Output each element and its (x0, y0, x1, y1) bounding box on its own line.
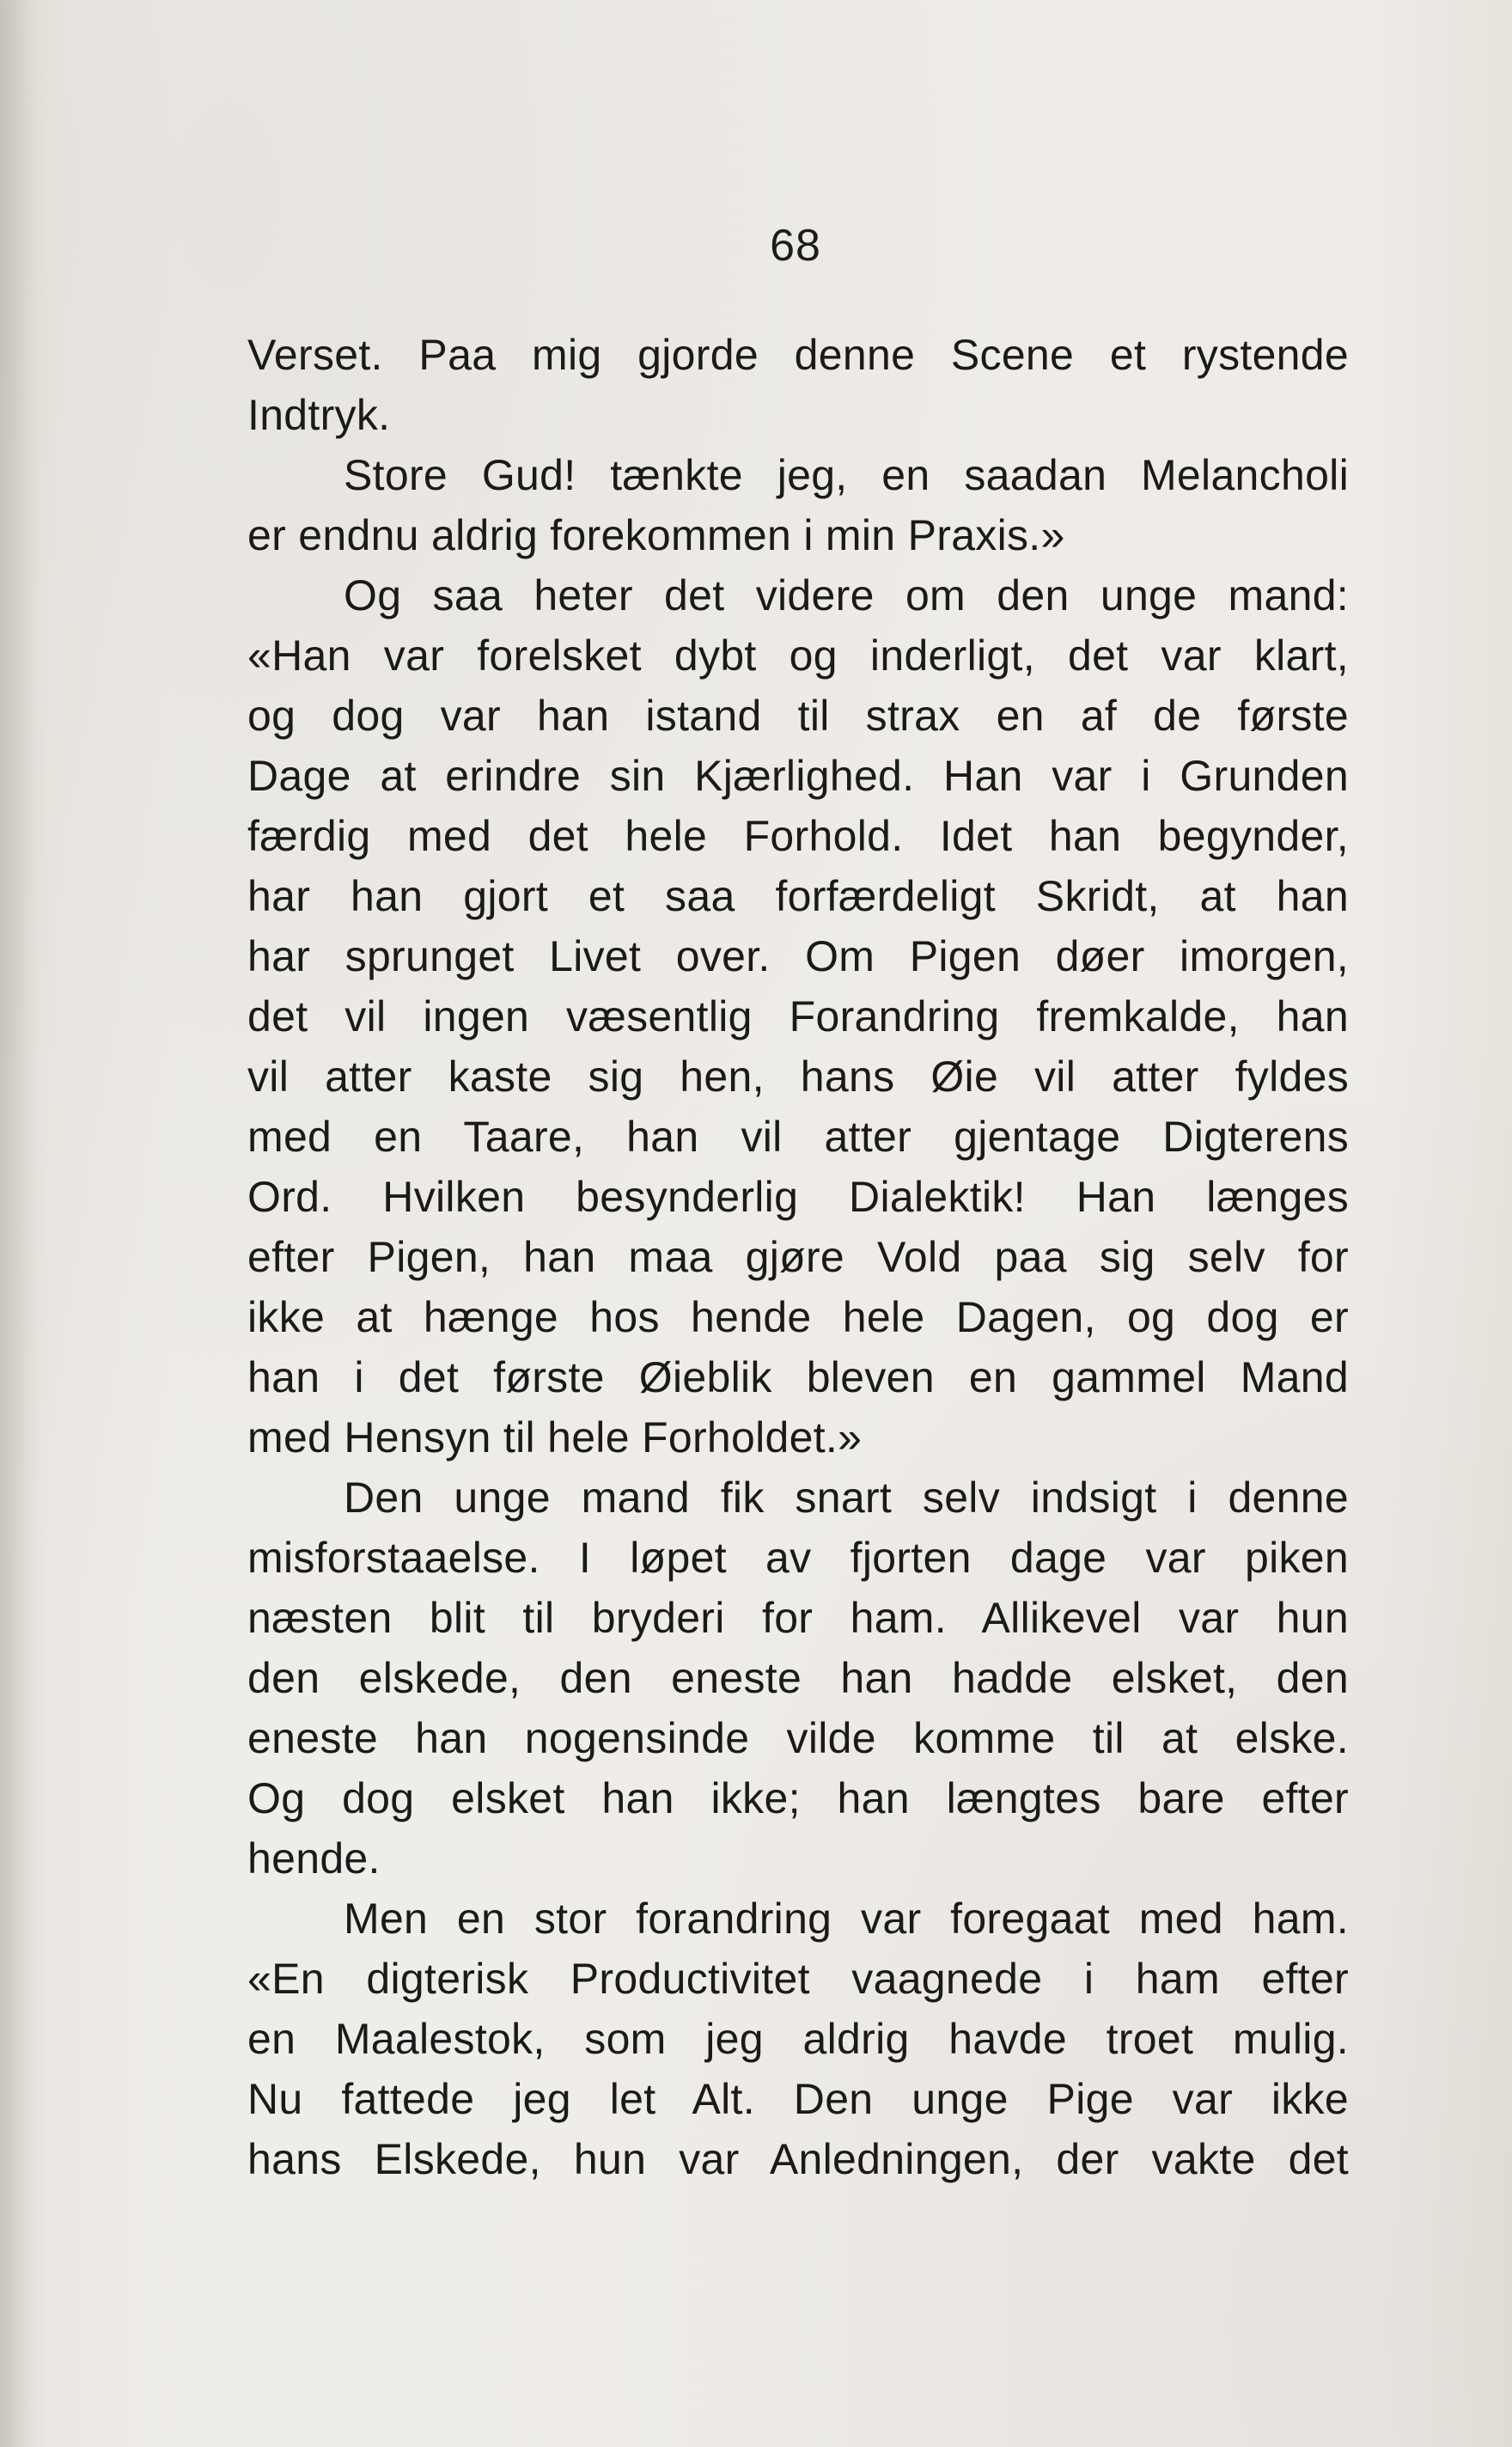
text-line: Den unge mand fik snart selv indsigt i denne (344, 1474, 1349, 1522)
text-line: Og saa heter det videre om den unge mand: (344, 571, 1349, 619)
text-line: har han gjort et saa forfærdeligt Skridt, at han (247, 872, 1349, 920)
text-line: Verset. Paa mig gjorde denne Scene et rystende (247, 331, 1349, 379)
text-line: han i det første Øieblik bleven en gammel Mand (247, 1353, 1349, 1401)
page-edge-shadow (0, 0, 34, 2447)
text-line: «En digterisk Productivitet vaagnede i ham efter (247, 1955, 1349, 2003)
text-line: det vil ingen væsentlig Forandring fremkalde, han (247, 992, 1349, 1040)
text-line: hende. (247, 1834, 381, 1883)
text-line: Store Gud! tænkte jeg, en saadan Melancholi (344, 451, 1349, 499)
text-line: Dage at erindre sin Kjærlighed. Han var i Grunden (247, 752, 1349, 800)
text-line: hans Elskede, hun var Anledningen, der vakte det (247, 2135, 1349, 2183)
body-text (247, 325, 1349, 2189)
text-line: Og dog elsket han ikke; han længtes bare efter (247, 1774, 1349, 1822)
page-number: 68 (770, 221, 821, 271)
text-line: færdig med det hele Forhold. Idet han begynder, (247, 812, 1349, 860)
text-line: næsten blit til bryderi for ham. Allikevel var hun (247, 1594, 1349, 1642)
text-line: den elskede, den eneste han hadde elsket, den (247, 1654, 1349, 1702)
text-line: Men en stor forandring var foregaat med ham. (344, 1895, 1349, 1943)
text-line: med en Taare, han vil atter gjentage Digterens (247, 1113, 1349, 1161)
text-line: eneste han nogensinde vilde komme til at elske. (247, 1714, 1349, 1762)
text-line: med Hensyn til hele Forholdet.» (247, 1413, 863, 1461)
text-line: har sprunget Livet over. Om Pigen døer imorgen, (247, 932, 1349, 980)
text-line: efter Pigen, han maa gjøre Vold paa sig selv for (247, 1233, 1349, 1281)
text-line: Indtryk. (247, 391, 391, 439)
text-line: «Han var forelsket dybt og inderligt, det var klart, (247, 632, 1349, 680)
text-line: en Maalestok, som jeg aldrig havde troet mulig. (247, 2015, 1349, 2063)
text-line: ikke at hænge hos hende hele Dagen, og dog er (247, 1293, 1349, 1341)
text-line: misforstaaelse. I løpet av fjorten dage var piken (247, 1534, 1349, 1582)
text-line: er endnu aldrig forekommen i min Praxis.» (247, 511, 1065, 559)
text-line: Nu fattede jeg let Alt. Den unge Pige var ikke (247, 2075, 1349, 2123)
text-line: vil atter kaste sig hen, hans Øie vil atter fyldes (247, 1053, 1349, 1101)
text-line: Ord. Hvilken besynderlig Dialektik! Han længes (247, 1173, 1349, 1221)
text-line: og dog var han istand til strax en af de første (247, 692, 1349, 740)
